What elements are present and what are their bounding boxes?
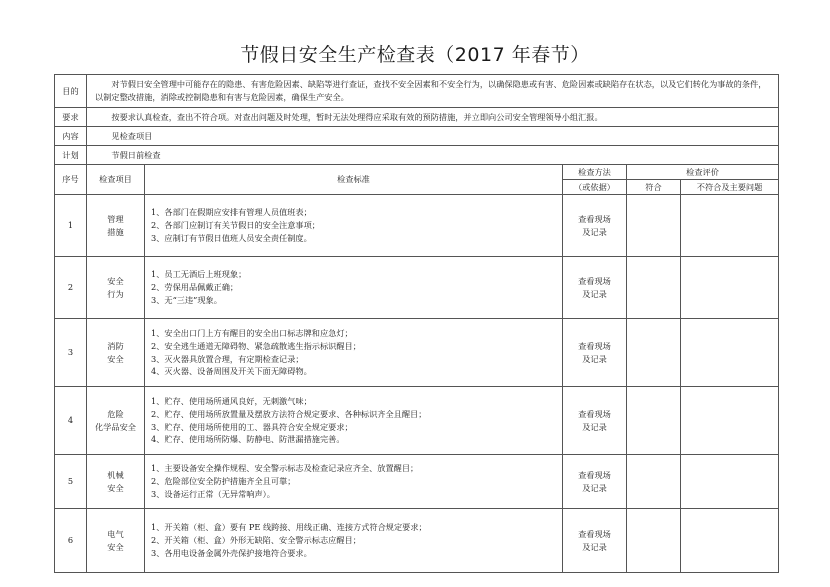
purpose-row: [55, 75, 779, 108]
standard-item: 1、主要设备安全操作规程、安全警示标志及检查记录应齐全、放置醒目；: [151, 463, 419, 474]
header-method-sub: （或依据）: [563, 180, 627, 195]
content-row: [55, 127, 779, 146]
row-nonconform-cell[interactable]: [681, 319, 779, 387]
plan-text: 节假日前检查: [87, 146, 779, 165]
row-standards: [145, 387, 563, 455]
table-row: [55, 455, 779, 509]
standard-item: 3、应制订有节假日值班人员安全责任制度。: [151, 232, 312, 243]
row-nonconform-cell[interactable]: [681, 195, 779, 257]
row-item-line: 安全: [107, 541, 124, 552]
standard-item: 2、贮存、使用场所放置量及摆放方法符合规定要求、各种标识齐全且醒目；: [151, 408, 427, 419]
row-method-line: 查看现场: [578, 275, 611, 286]
row-conform-cell[interactable]: [627, 195, 681, 257]
row-nonconform-cell[interactable]: [681, 509, 779, 573]
row-method-line: 及记录: [582, 288, 607, 299]
purpose-label: 目的: [55, 75, 87, 108]
standard-item: 2、劳保用品佩戴正确；: [151, 282, 239, 293]
row-item-line: 化学品安全: [95, 421, 136, 432]
row-method-line: 及记录: [582, 421, 607, 432]
plan-label: 计划: [55, 146, 87, 165]
table-row: [55, 387, 779, 455]
row-seq: 4: [55, 387, 87, 455]
row-item-line: 机械: [107, 469, 124, 480]
row-item-line: 安全: [107, 275, 124, 286]
row-seq: 5: [55, 455, 87, 509]
row-standards: [145, 455, 563, 509]
standard-item: 2、危险部位安全防护措施齐全且可靠；: [151, 476, 296, 487]
table-row: [55, 319, 779, 387]
content-label: 内容: [55, 127, 87, 146]
standard-item: 3、各用电设备金属外壳保护接地符合要求。: [151, 547, 312, 558]
standard-item: 3、贮存、使用场所使用的工、器具符合安全规定要求；: [151, 421, 353, 432]
row-method-line: 查看现场: [578, 469, 611, 480]
row-conform-cell[interactable]: [627, 509, 681, 573]
header-evaluation: 检查评价: [627, 165, 779, 180]
standard-item: 1、开关箱（柜、盒）要有 PE 线跨接、用线正确、连接方式符合规定要求；: [151, 522, 427, 533]
row-standards: [145, 319, 563, 387]
row-seq: 3: [55, 319, 87, 387]
row-seq: 6: [55, 509, 87, 573]
standard-item: 4、贮存、使用场所防爆、防静电、防泄漏措施完善。: [151, 434, 345, 445]
row-method-line: 查看现场: [578, 408, 611, 419]
header-standard: 检查标准: [145, 165, 563, 195]
header-method: 检查方法: [563, 165, 627, 180]
content-text: 见检查项目: [87, 127, 779, 146]
row-standards: [145, 509, 563, 573]
row-seq: 2: [55, 257, 87, 319]
standard-item: 1、安全出口门上方有醒目的安全出口标志牌和应急灯；: [151, 328, 353, 339]
requirement-row: [55, 108, 779, 127]
standard-item: 3、灭火器具放置合理，有定期检查记录；: [151, 353, 304, 364]
row-item-line: 消防: [107, 340, 124, 351]
row-conform-cell[interactable]: [627, 257, 681, 319]
row-method-line: 及记录: [582, 541, 607, 552]
page-title: 节假日安全生产检查表（2017 年春节）: [240, 44, 590, 66]
standard-item: 2、开关箱（柜、盒）外形无缺陷、安全警示标志应醒目；: [151, 535, 361, 546]
row-nonconform-cell[interactable]: [681, 257, 779, 319]
requirement-text: 按要求认真检查，查出不符合项。对查出问题及时处理，暂时无法处理得应采取有效的预防措施，并立即向公司安全管理领导小组汇报。: [87, 108, 779, 127]
row-conform-cell[interactable]: [627, 387, 681, 455]
row-standards: [145, 195, 563, 257]
standard-item: 3、设备运行正常（无异常响声）。: [151, 488, 275, 499]
row-method-line: 及记录: [582, 482, 607, 493]
plan-row: [55, 146, 779, 165]
purpose-text: 对节假日安全管理中可能存在的隐患、有害危险因素、缺陷等进行查证，查找不安全因素和不安全行为，以确保隐患或有害、危险因素或缺陷存在状态，以及它们转化为事故的条件，以制定整改措施，消除或控制隐患和有害与危险因素，确保生产安全。: [87, 75, 779, 108]
row-method-line: 查看现场: [578, 528, 611, 539]
row-item: [87, 509, 145, 573]
row-nonconform-cell[interactable]: [681, 455, 779, 509]
row-item-line: 安全: [107, 353, 124, 364]
row-item-line: 措施: [107, 226, 124, 237]
row-item-line: 危险: [107, 408, 124, 419]
row-method-line: 查看现场: [578, 213, 611, 224]
standard-item: 4、灭火器、设备周围及开关下面无障碍物。: [151, 366, 312, 377]
row-item: [87, 257, 145, 319]
row-seq: 1: [55, 195, 87, 257]
header-seq: 序号: [55, 165, 87, 195]
row-conform-cell[interactable]: [627, 455, 681, 509]
row-item: [87, 387, 145, 455]
standard-item: 3、无“三违”现象。: [151, 294, 222, 305]
header-conform: 符合: [627, 180, 681, 195]
row-item-line: 管理: [107, 213, 124, 224]
table-row: [55, 195, 779, 257]
row-method-line: 及记录: [582, 226, 607, 237]
row-method: [563, 257, 627, 319]
requirement-label: 要求: [55, 108, 87, 127]
row-method: [563, 195, 627, 257]
row-item: [87, 455, 145, 509]
standard-item: 2、各部门应制订有关节假日的安全注意事项；: [151, 220, 320, 231]
header-item: 检查项目: [87, 165, 145, 195]
row-item-line: 电气: [107, 528, 124, 539]
row-method: [563, 387, 627, 455]
header-row: [55, 165, 779, 180]
table-row: [55, 509, 779, 573]
checklist-table: [54, 74, 779, 573]
standard-item: 1、员工无酒后上班现象；: [151, 269, 247, 280]
row-method-line: 查看现场: [578, 340, 611, 351]
row-item-line: 安全: [107, 482, 124, 493]
row-method: [563, 319, 627, 387]
standard-item: 1、贮存、使用场所通风良好，无刺激气味；: [151, 396, 312, 407]
row-standards: [145, 257, 563, 319]
row-item: [87, 319, 145, 387]
row-method: [563, 455, 627, 509]
row-method: [563, 509, 627, 573]
table-row: [55, 257, 779, 319]
standard-item: 2、安全逃生通道无障碍物、紧急疏散逃生指示标识醒目；: [151, 340, 361, 351]
row-item: [87, 195, 145, 257]
standard-item: 1、各部门在假期应安排有管理人员值班表；: [151, 207, 312, 218]
row-nonconform-cell[interactable]: [681, 387, 779, 455]
row-method-line: 及记录: [582, 353, 607, 364]
row-item-line: 行为: [107, 288, 124, 299]
row-conform-cell[interactable]: [627, 319, 681, 387]
header-nonconform: 不符合及主要问题: [681, 180, 779, 195]
